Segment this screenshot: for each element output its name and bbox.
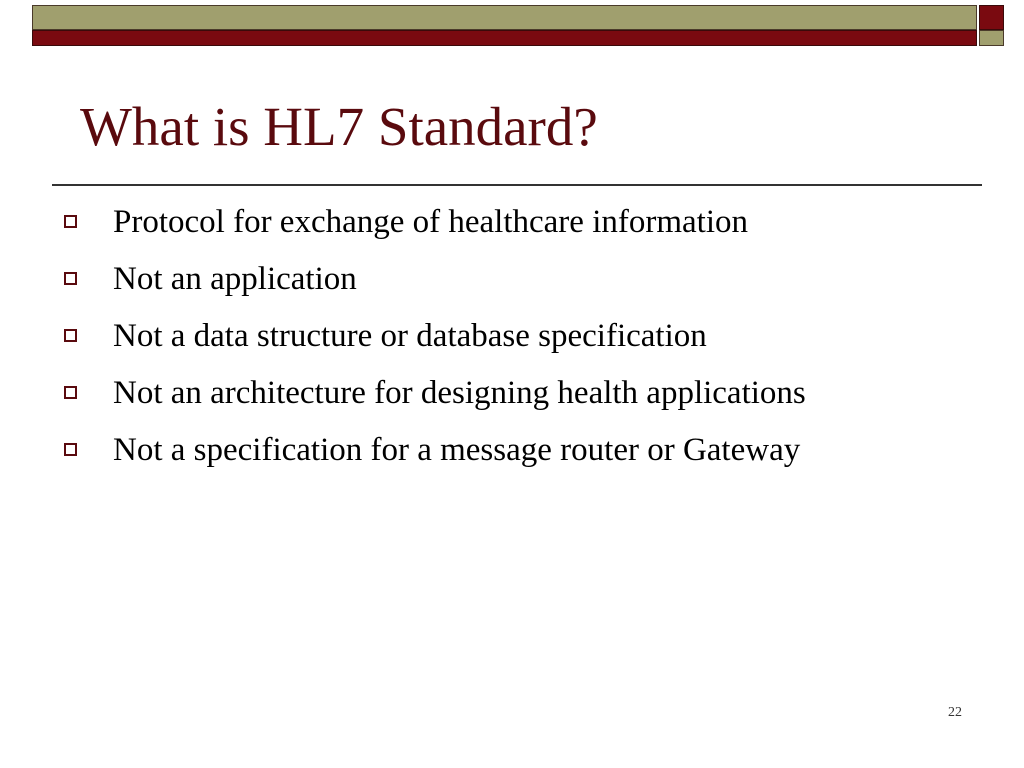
hollow-square-bullet-icon xyxy=(64,215,77,228)
hollow-square-bullet-icon xyxy=(64,272,77,285)
hollow-square-bullet-icon xyxy=(64,329,77,342)
bullet-item xyxy=(62,307,806,364)
bullet-item xyxy=(62,364,806,421)
header-square-maroon xyxy=(979,5,1004,30)
page-number: 22 xyxy=(948,705,962,720)
bullet-text: Not a data structure or database specification xyxy=(113,317,707,354)
bullet-item xyxy=(62,250,806,307)
hollow-square-bullet-icon xyxy=(64,443,77,456)
bullet-text: Not a specification for a message router or Gateway xyxy=(113,431,801,468)
slide-title: What is HL7 Standard? xyxy=(80,96,598,157)
header-band-maroon xyxy=(32,30,977,46)
hollow-square-bullet-icon xyxy=(64,386,77,399)
bullet-item xyxy=(62,421,806,478)
header-band-olive xyxy=(32,5,977,30)
header-square-olive xyxy=(979,30,1004,46)
bullet-list xyxy=(62,193,806,478)
bullet-text: Protocol for exchange of healthcare information xyxy=(113,203,748,240)
bullet-item xyxy=(62,193,806,250)
title-divider xyxy=(52,184,982,186)
bullet-text: Not an application xyxy=(113,260,357,297)
bullet-text: Not an architecture for designing health applications xyxy=(113,374,806,411)
